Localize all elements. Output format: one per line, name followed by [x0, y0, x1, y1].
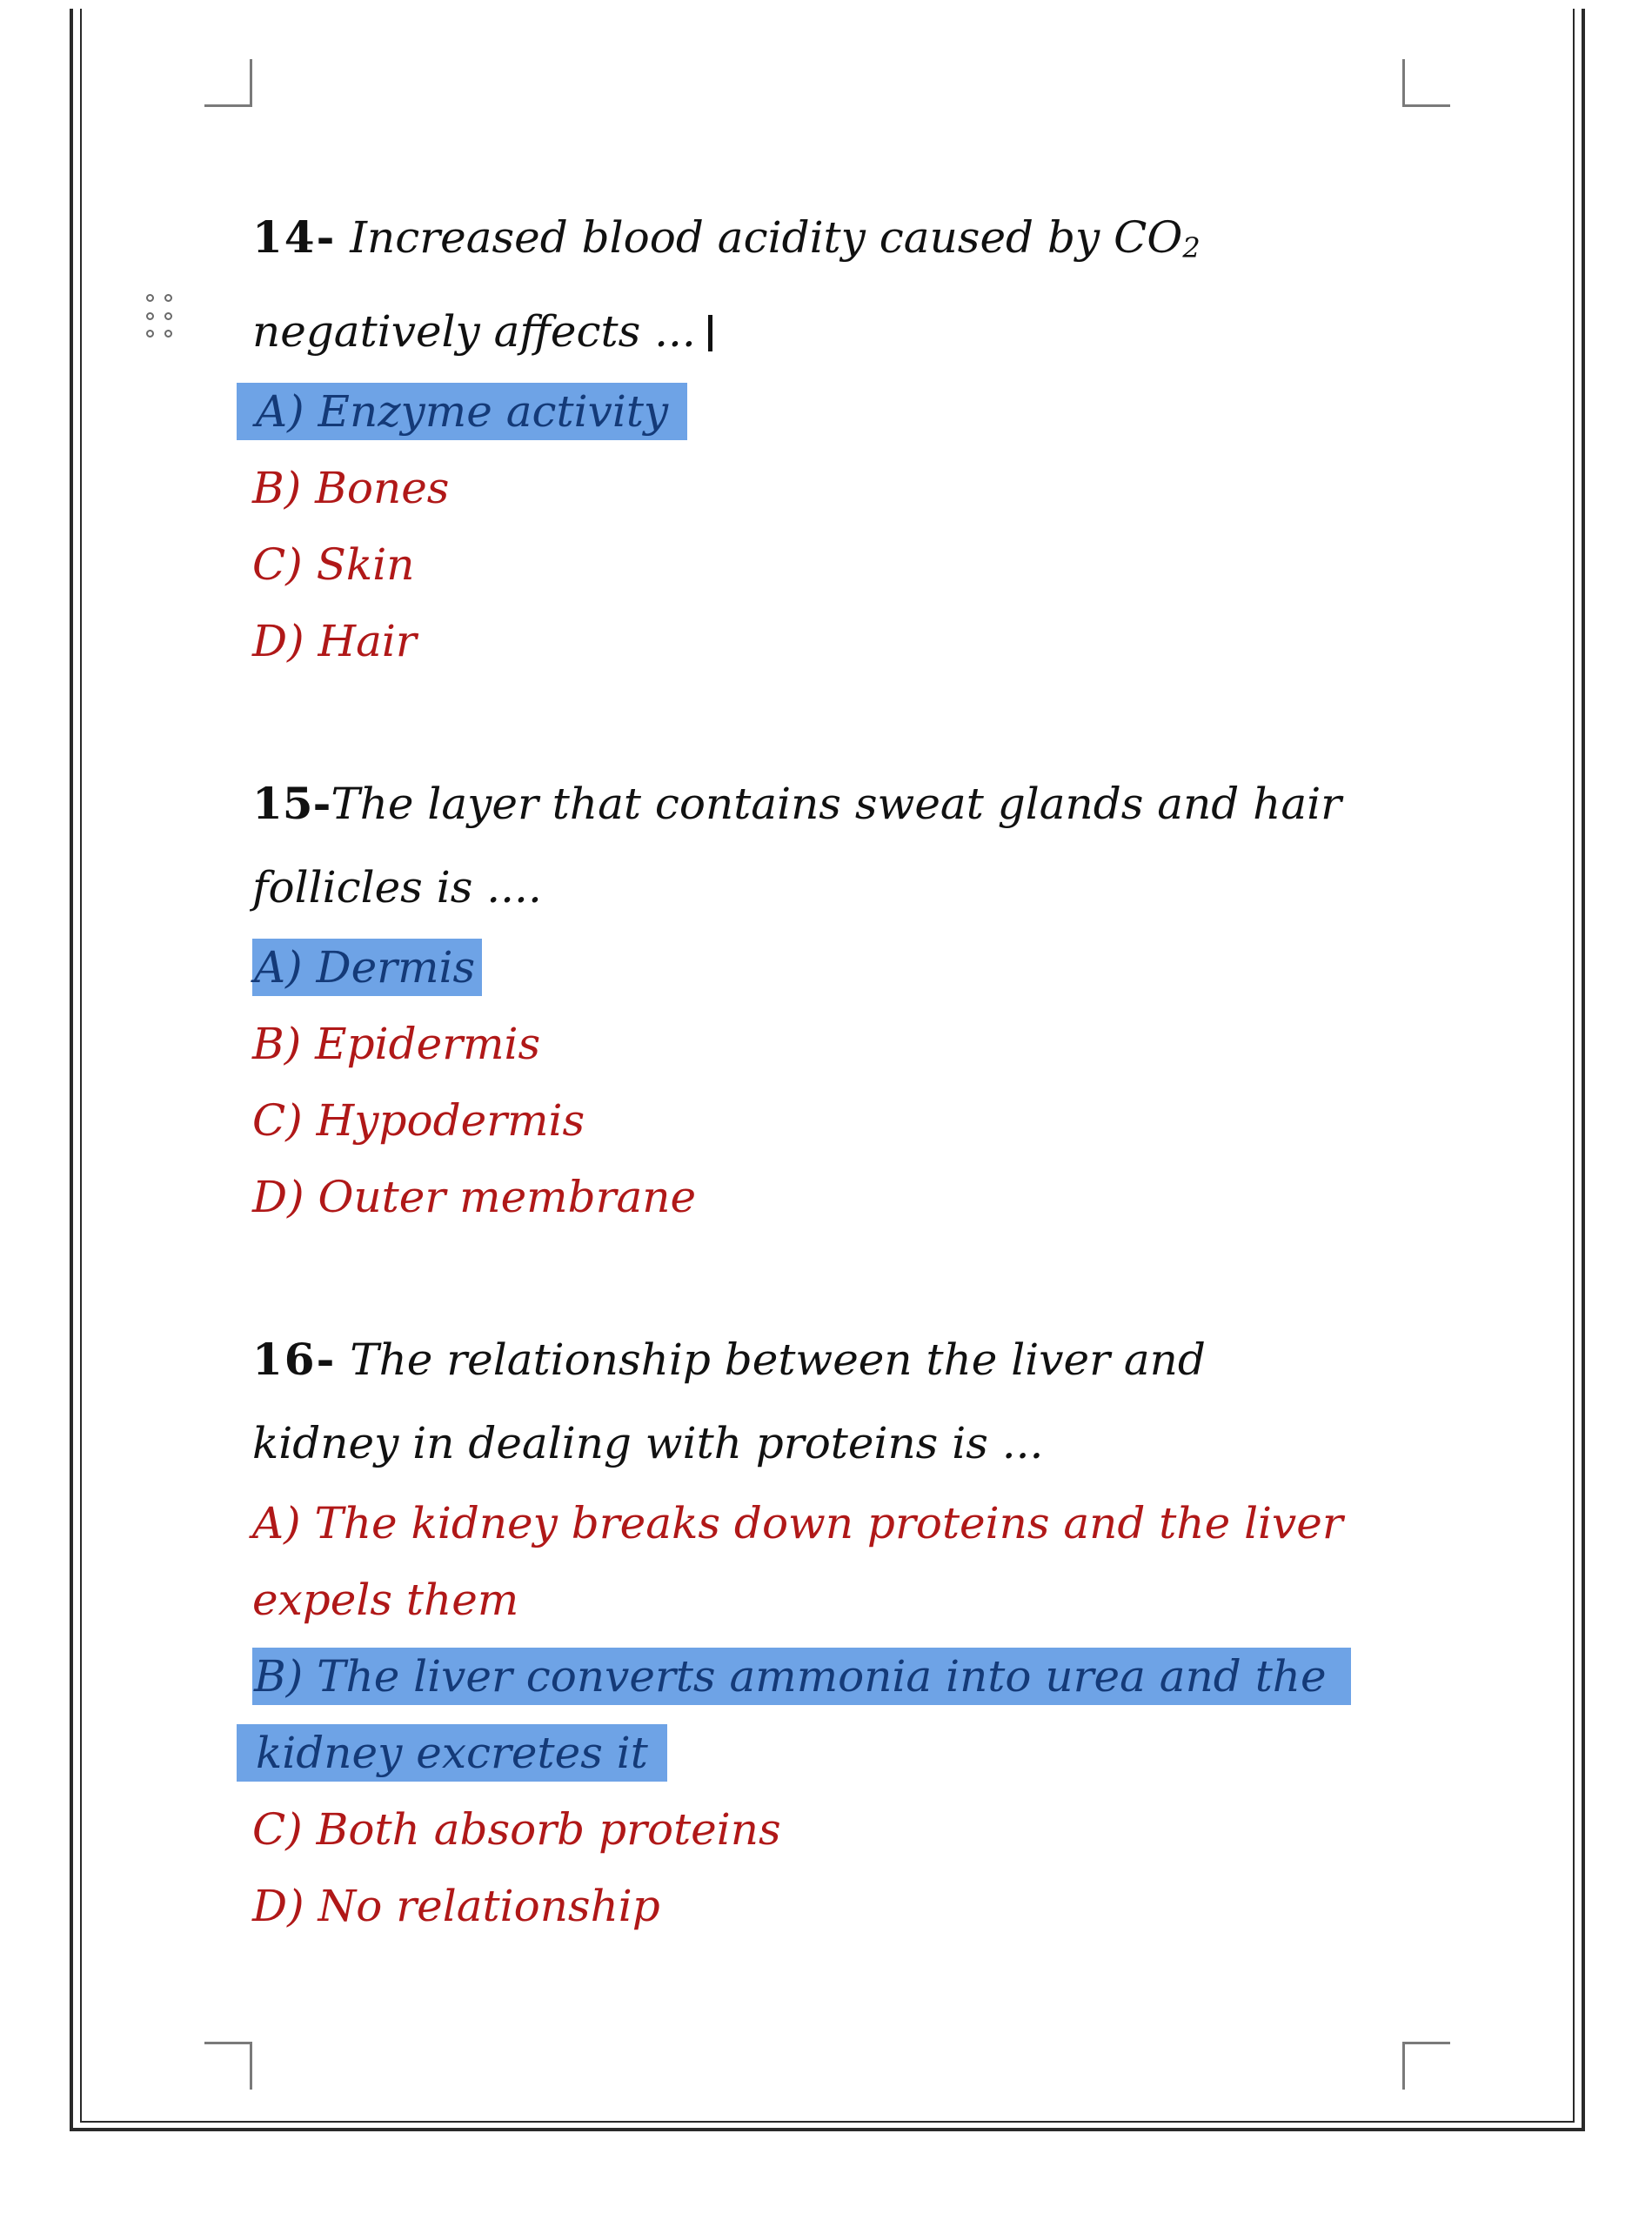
option-b[interactable] — [252, 1638, 1427, 1791]
question-text: The layer that contains sweat glands and hair — [331, 779, 1342, 829]
question-16 — [252, 1318, 1427, 1944]
question-14 — [252, 196, 1427, 679]
drag-handle-icon[interactable] — [146, 294, 176, 344]
frame-left-inner — [80, 9, 82, 2123]
frame-bottom-outer — [70, 2128, 1585, 2131]
option-a[interactable] — [252, 929, 1427, 1006]
question-stem-line-1 — [252, 762, 1427, 846]
option-a-line-1[interactable]: A) The kidney breaks down proteins and the liver — [252, 1498, 1343, 1548]
question-number: 14- — [252, 211, 337, 263]
question-stem-line-2 — [252, 846, 1427, 929]
question-number: 15- — [252, 778, 331, 829]
highlighted-answer[interactable]: A) Enzyme activity — [237, 383, 687, 440]
option-d[interactable]: D) Outer membrane — [252, 1172, 697, 1222]
question-stem-line-2 — [252, 1401, 1427, 1485]
option-d[interactable]: D) Hair — [252, 616, 417, 666]
question-text: follicles is .... — [252, 862, 542, 913]
question-stem-line-2 — [252, 290, 1427, 373]
frame-right-inner — [1573, 9, 1575, 2123]
frame-right-outer — [1582, 9, 1585, 2131]
question-stem-line-1 — [252, 196, 1427, 290]
option-d[interactable]: D) No relationship — [252, 1881, 660, 1931]
option-c[interactable]: C) Both absorb proteins — [252, 1804, 781, 1855]
document-body[interactable] — [252, 196, 1427, 2027]
option-b[interactable]: B) Bones — [252, 463, 450, 513]
option-a[interactable] — [252, 373, 1427, 450]
margin-corner-bottom-right — [1402, 2042, 1450, 2090]
highlighted-answer[interactable]: A) Dermis — [252, 939, 482, 996]
option-b[interactable]: B) Epidermis — [252, 1019, 541, 1069]
question-text: kidney in dealing with proteins is ... — [252, 1418, 1044, 1468]
question-stem-line-1 — [252, 1318, 1427, 1401]
question-text: The relationship between the liver and — [350, 1334, 1206, 1385]
highlighted-answer[interactable]: kidney excretes it — [237, 1724, 667, 1782]
frame-bottom-inner — [80, 2121, 1575, 2123]
question-number: 16- — [252, 1334, 337, 1385]
margin-corner-top-right — [1402, 59, 1450, 107]
subscript: 2 — [1182, 231, 1201, 264]
option-b-line-1[interactable] — [252, 1638, 1427, 1715]
option-c[interactable]: C) Hypodermis — [252, 1095, 585, 1146]
option-c[interactable]: C) Skin — [252, 539, 415, 590]
option-a-line-2[interactable]: expels them — [252, 1575, 519, 1625]
question-text: Increased blood acidity caused by CO — [350, 212, 1183, 263]
highlighted-answer[interactable]: B) The liver converts ammonia into urea and the — [252, 1648, 1351, 1705]
question-text: negatively affects ... — [252, 306, 696, 357]
option-a[interactable] — [252, 1485, 1427, 1638]
text-cursor — [708, 315, 712, 351]
margin-corner-bottom-left — [204, 2042, 252, 2090]
frame-left-outer — [70, 9, 73, 2131]
option-b-line-2[interactable] — [252, 1715, 1427, 1791]
question-15 — [252, 762, 1427, 1235]
margin-corner-top-left — [204, 59, 252, 107]
